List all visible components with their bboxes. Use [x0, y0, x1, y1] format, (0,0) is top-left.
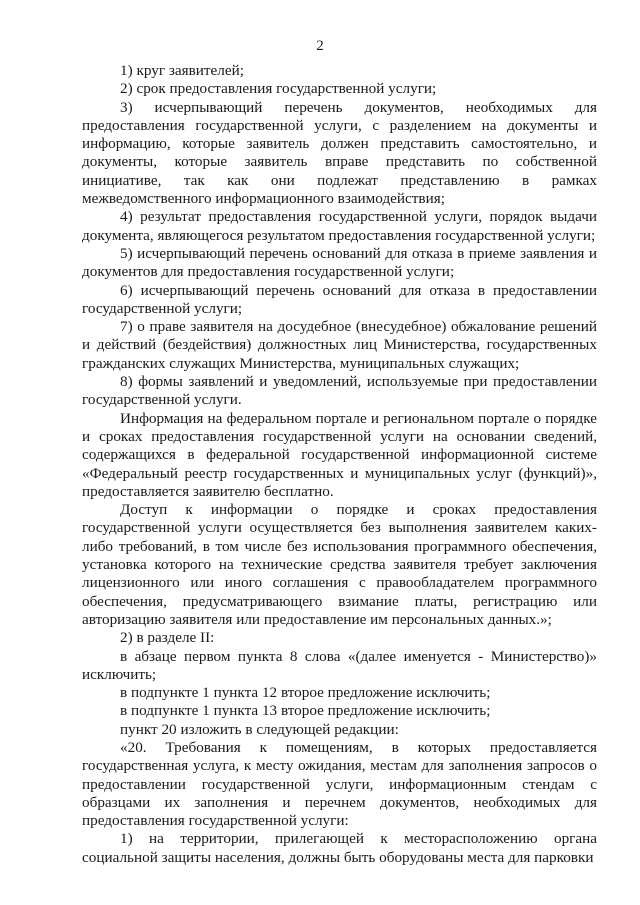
paragraph: 6) исчерпывающий перечень оснований для отказа в предоставлении государственной услуги; — [82, 281, 597, 317]
paragraph: в подпункте 1 пункта 12 второе предложение исключить; — [120, 684, 491, 702]
paragraph: 1) круг заявителей; — [120, 62, 244, 79]
paragraph: в подпункте 1 пункта 13 второе предложение исключить; — [120, 702, 491, 720]
paragraph: «20. Требования к помещениям, в которых предоставляется государственная услуга, к месту ожидания, местам для заполнения запросов о предоставлении государственной услуги, информационным стендам с образцами их заполнения и перечнем документов, необходимых для предоставления государственной услуги: — [82, 738, 597, 830]
paragraph: Информация на федеральном портале и региональном портале о порядке и сроках предоставления государственной услуги на основании сведений, содержащихся в федеральной государственной информационной системе «Федеральный реестр государственных и муниципальных услуг (функций)», предоставляется заявителю бесплатно. — [82, 409, 597, 500]
paragraph: 7) о праве заявителя на досудебное (внесудебное) обжалование решений и действий (бездействия) должностных лиц Министерства, государственных гражданских служащих Министерства, муниципальных служащих; — [82, 318, 597, 372]
paragraph: 8) формы заявлений и уведомлений, используемые при предоставлении государственной услуги. — [82, 373, 597, 409]
paragraph: 3) исчерпывающий перечень документов, необходимых для предоставления государственной услуги, с разделением на документы и информацию, которые заявитель должен представить самостоятельно, и документы, которые заявитель вправе представить по собственной инициативе, так как они подлежат представлению в рамках межведомственного информационного взаимодействия; — [82, 98, 597, 208]
paragraph: 5) исчерпывающий перечень оснований для отказа в приеме заявления и документов для предоставления государственной услуги; — [82, 244, 597, 281]
paragraph: 2) в разделе II: — [120, 629, 215, 647]
paragraph: пункт 20 изложить в следующей редакции: — [120, 720, 399, 738]
paragraph: 4) результат предоставления государственной услуги, порядок выдачи документа, являющегося результатом предоставления государственной услуги; — [82, 208, 597, 244]
document-body — [82, 62, 597, 867]
paragraph: в абзаце первом пункта 8 слова «(далее именуется - Министерство)» исключить; — [82, 647, 597, 683]
paragraph: 1) на территории, прилегающей к месторасположению органа социальной защиты населения, должны быть оборудованы места для парковки — [82, 830, 597, 866]
page-number: 2 — [316, 38, 324, 54]
paragraph: 2) срок предоставления государственной услуги; — [120, 80, 437, 98]
paragraph: Доступ к информации о порядке и сроках предоставления государственной услуги осуществляется без выполнения заявителем каких-либо требований, в том числе без использования программного обеспечения, установка которого на технические средства заявителя требует заключения лицензионного или иного соглашения с правообладателем программного обеспечения, предусматривающего взимание платы, регистрацию или авторизацию заявителя или предоставление им персональных данных.»; — [82, 501, 597, 628]
